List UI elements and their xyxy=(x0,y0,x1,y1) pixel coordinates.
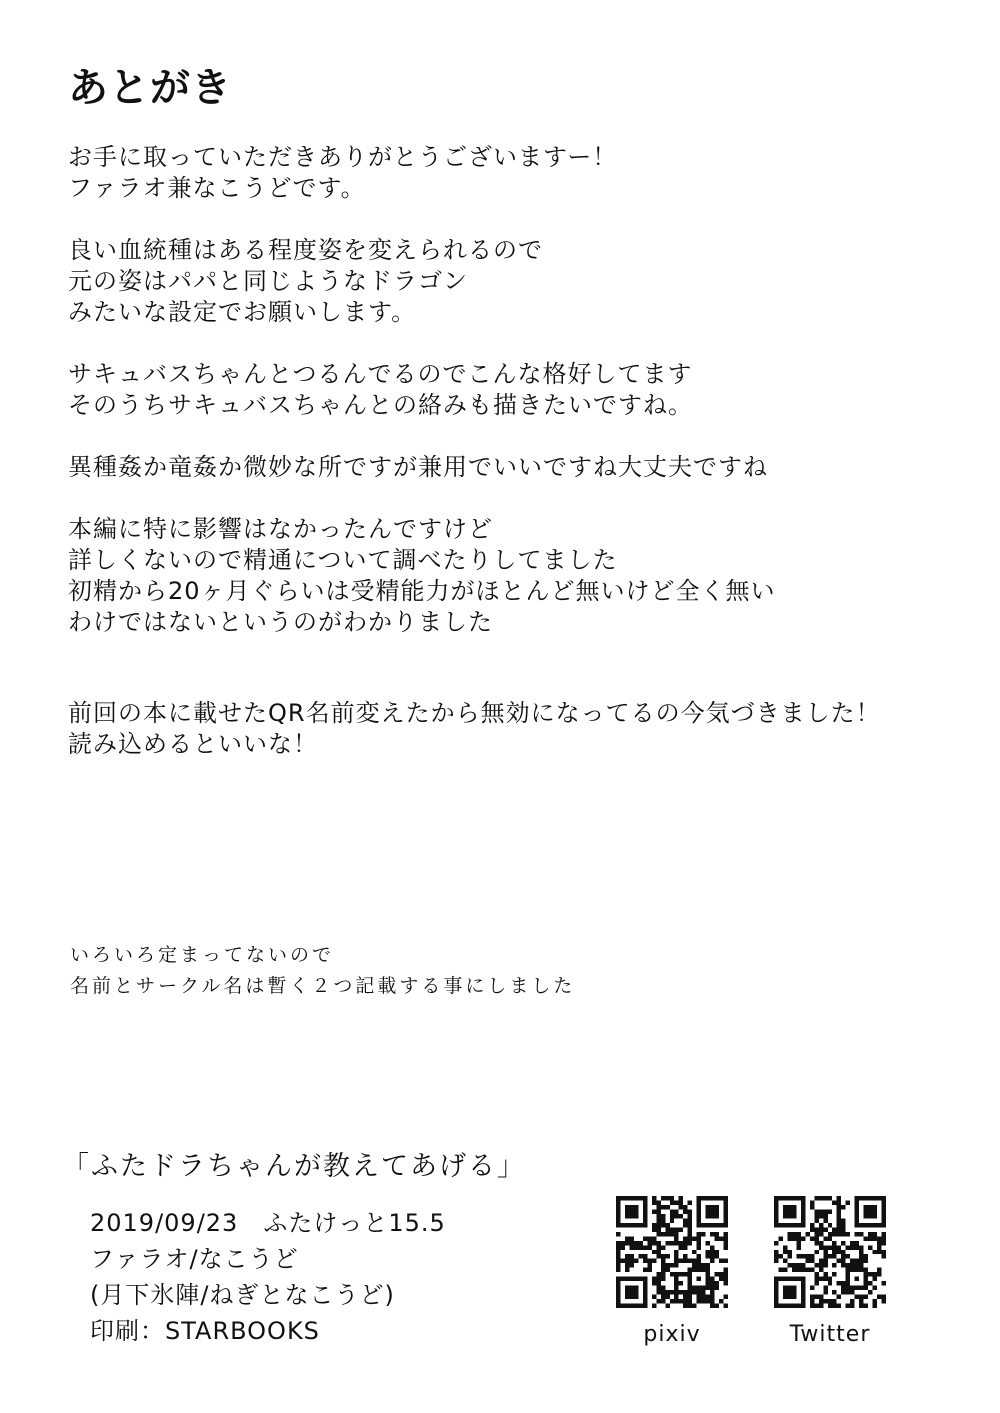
name-note xyxy=(70,940,575,1002)
text-line: 本編に特に影響はなかったんですけど xyxy=(68,515,493,543)
text-line: お手に取っていただきありがとうございますー！ xyxy=(68,143,618,171)
qr-code-icon[interactable] xyxy=(616,1196,728,1308)
note-line: 名前とサークル名は暫く２つ記載する事にしました xyxy=(70,975,576,997)
note-line: いろいろ定まってないので xyxy=(70,944,335,966)
qr-label-twitter: Twitter xyxy=(789,1322,871,1347)
text-line: 読み込めるといいな！ xyxy=(68,730,318,758)
colophon-author: ファラオ/なこうど xyxy=(90,1245,299,1273)
text-line: みたいな設定でお願いします。 xyxy=(68,298,417,326)
paragraph-greeting xyxy=(68,142,948,204)
text-line: わけではないというのがわかりました xyxy=(68,608,493,636)
text-line: ファラオ兼なこうどです。 xyxy=(68,174,366,202)
text-line: そのうちサキュバスちゃんとの絡みも描きたいですね。 xyxy=(68,391,693,419)
paragraph-genre xyxy=(68,452,948,483)
paragraph-succubus xyxy=(68,359,948,421)
paragraph-qr-notice xyxy=(68,698,948,760)
colophon-date-event: 2019/09/23 ふたけっと15.5 xyxy=(90,1209,446,1237)
afterword-body xyxy=(68,142,948,791)
paragraph-form xyxy=(68,235,948,328)
text-line: 初精から20ヶ月ぐらいは受精能力がほとんど無いけど全く無い xyxy=(68,577,776,605)
qr-pixiv[interactable] xyxy=(616,1196,728,1347)
qr-label-pixiv: pixiv xyxy=(643,1322,701,1347)
text-line: 異種姦か竜姦か微妙な所ですが兼用でいいですね大丈夫ですね xyxy=(68,453,768,481)
text-line: サキュバスちゃんとつるんでるのでこんな格好してます xyxy=(68,360,693,388)
colophon-printer: 印刷：STARBOOKS xyxy=(90,1317,320,1345)
page-heading: あとがき xyxy=(68,65,232,111)
colophon xyxy=(90,1205,446,1349)
colophon-circle: (月下氷陣/ねぎとなこうど) xyxy=(90,1281,395,1309)
text-line: 前回の本に載せたQR名前変えたから無効になってるの今気づきました！ xyxy=(68,699,881,727)
book-title: 「ふたドラちゃんが教えてあげる」 xyxy=(62,1151,526,1182)
paragraph-research xyxy=(68,514,948,638)
text-line: 良い血統種はある程度姿を変えられるので xyxy=(68,236,543,264)
text-line: 詳しくないので精通について調べたりしてました xyxy=(68,546,618,574)
qr-twitter[interactable] xyxy=(774,1196,886,1347)
qr-code-icon[interactable] xyxy=(774,1196,886,1308)
text-line: 元の姿はパパと同じようなドラゴン xyxy=(68,267,468,295)
